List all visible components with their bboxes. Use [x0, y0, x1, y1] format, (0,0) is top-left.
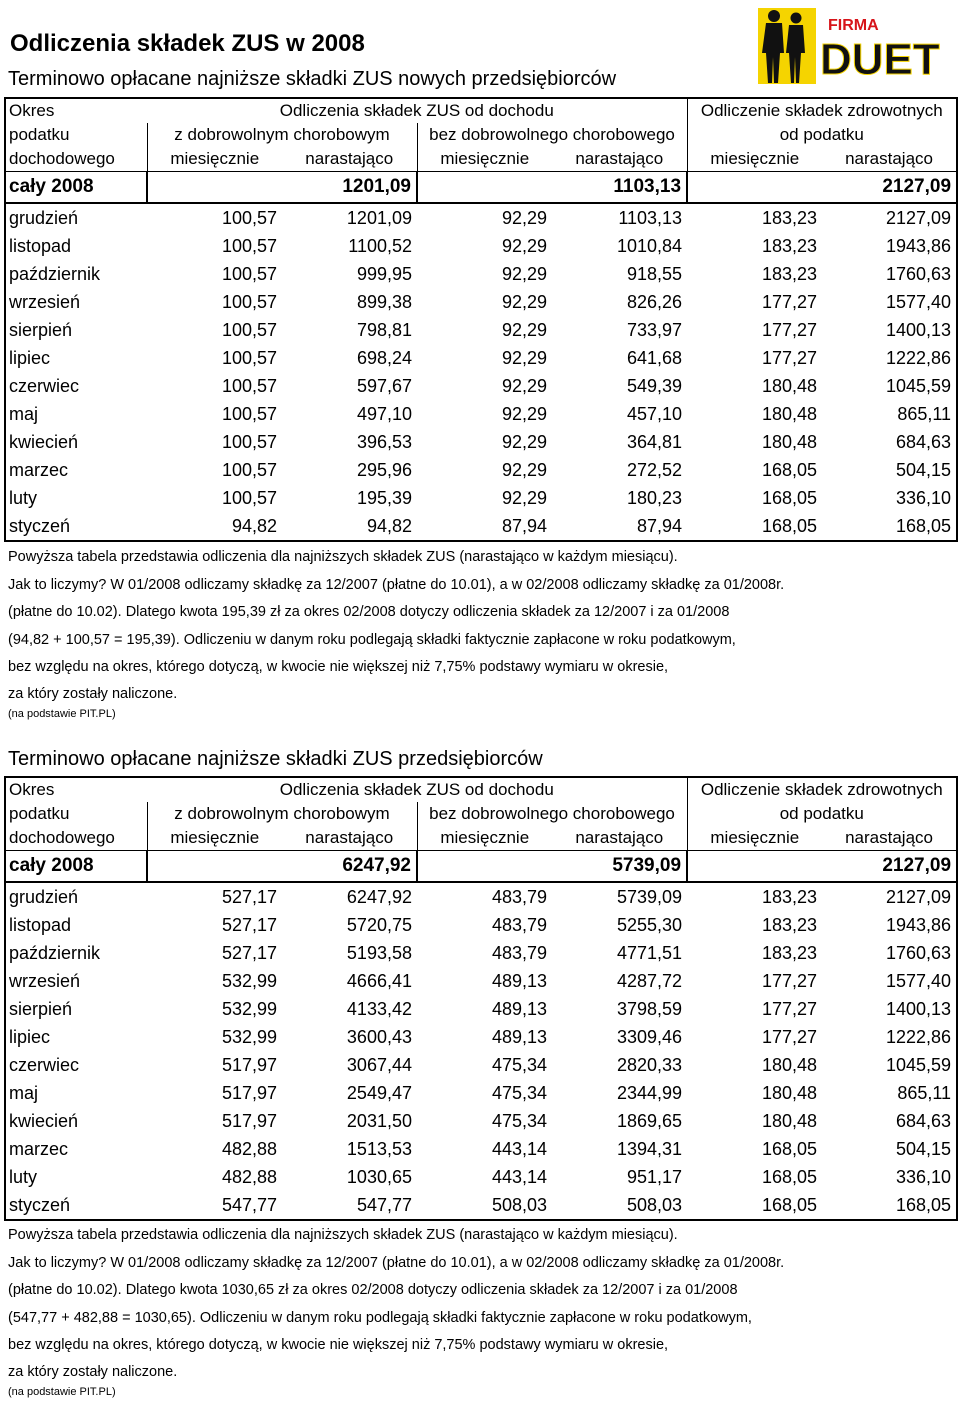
value-cell: 497,10: [356, 403, 412, 424]
table-row: [5, 1051, 957, 1079]
value-cell: 183,23: [761, 942, 818, 963]
value-cell: 1577,40: [885, 970, 952, 991]
value-cell: 2549,47: [346, 1082, 412, 1103]
value-cell: 92,29: [501, 347, 547, 368]
value-cell: 1760,63: [885, 263, 952, 284]
header-monthly: miesięcznie: [417, 147, 552, 172]
value-cell: 527,17: [221, 914, 277, 935]
month-cell: wrzesień: [9, 291, 81, 312]
header-monthly: miesięcznie: [417, 826, 552, 851]
value-cell: 508,03: [491, 1194, 547, 1215]
month-cell: styczeń: [9, 1194, 71, 1215]
note-line: (94,82 + 100,57 = 195,39). Odliczeniu w danym roku podlegają składki faktycznie zapłacone w roku podatkowym,: [8, 631, 736, 648]
value-cell: 1943,86: [885, 914, 952, 935]
page-title: Odliczenia składek ZUS w 2008: [10, 30, 365, 57]
value-cell: 597,67: [356, 375, 412, 396]
month-cell: lipiec: [9, 347, 51, 368]
month-cell: październik: [9, 942, 101, 963]
value-cell: 443,14: [491, 1166, 547, 1187]
note-line: za który zostały naliczone.: [8, 685, 178, 702]
value-cell: 517,97: [221, 1054, 277, 1075]
header-from-tax: od podatku: [687, 123, 957, 147]
header-group-health: Odliczenie składek zdrowotnych: [687, 98, 957, 123]
value-cell: 517,97: [221, 1110, 277, 1131]
value-cell: 183,23: [761, 235, 818, 256]
value-cell: 168,05: [761, 515, 818, 536]
value-cell: 168,05: [761, 1194, 818, 1215]
value-cell: 547,77: [356, 1194, 412, 1215]
month-cell: kwiecień: [9, 431, 79, 452]
value-cell: 1222,86: [885, 347, 952, 368]
value-cell: 1869,65: [616, 1110, 683, 1131]
value-cell: 3309,46: [616, 1026, 683, 1047]
note-line: bez względu na okres, którego dotyczą, w kwocie nie większej niż 7,75% podstawy wymiaru w okresie,: [8, 659, 669, 675]
month-cell: sierpień: [9, 319, 73, 340]
value-cell: 504,15: [895, 1138, 952, 1159]
value-cell: 489,13: [491, 1026, 547, 1047]
value-cell: 180,48: [761, 403, 818, 424]
value-cell: 100,57: [221, 431, 277, 452]
note-line: (547,77 + 482,88 = 1030,65). Odliczeniu w danym roku podlegają składki faktycznie zapłacone w roku podatkowym,: [8, 1309, 752, 1326]
value-cell: 87,94: [637, 515, 683, 536]
value-cell: 1100,52: [348, 235, 412, 256]
table-row: [5, 232, 957, 260]
value-cell: 951,17: [626, 1166, 683, 1187]
table-row: [5, 882, 957, 911]
value-cell: 180,48: [761, 1054, 818, 1075]
value-cell: 92,29: [501, 291, 547, 312]
header-group-zus: Odliczenia składek ZUS od dochodu: [279, 101, 554, 120]
table-row: [5, 1135, 957, 1163]
value-cell: 5720,75: [346, 914, 412, 935]
table-row: [5, 484, 957, 512]
value-cell: 483,79: [491, 886, 547, 907]
value-cell: 100,57: [221, 291, 277, 312]
value-cell: 180,48: [761, 431, 818, 452]
value-cell: 1045,59: [885, 375, 952, 396]
value-cell: 92,29: [501, 459, 547, 480]
value-cell: 180,48: [761, 1082, 818, 1103]
table-row: [5, 260, 957, 288]
value-cell: 195,39: [356, 487, 412, 508]
value-cell: 2031,50: [346, 1110, 412, 1131]
month-cell: marzec: [9, 459, 69, 480]
note-line: Jak to liczymy? W 01/2008 odliczamy składkę za 12/2007 (płatne do 10.01), a w 02/2008 odliczamy składkę za 01/2008r.: [8, 576, 785, 593]
note-line: (płatne do 10.02). Dlatego kwota 1030,65 zł za okres 02/2008 dotyczy odliczenia składek za 12/2007 i za 01/2008: [8, 1282, 738, 1298]
header-cumulative: narastająco: [822, 826, 957, 851]
note-line: (płatne do 10.02). Dlatego kwota 195,39 zł za okres 02/2008 dotyczy odliczenia składek za 12/2007 i za 01/2008: [8, 604, 730, 620]
header-dochodowego: dochodowego: [5, 826, 147, 851]
table-row: [5, 995, 957, 1023]
header-okres: Okres: [9, 780, 55, 799]
table-row: [5, 939, 957, 967]
value-cell: 94,82: [231, 515, 277, 536]
note-line: bez względu na okres, którego dotyczą, w kwocie nie większej niż 7,75% podstawy wymiaru w okresie,: [8, 1337, 669, 1353]
value-cell: 168,05: [761, 1138, 818, 1159]
table-row: [5, 1023, 957, 1051]
value-cell: 100,57: [221, 375, 277, 396]
value-cell: 1577,40: [885, 291, 952, 312]
value-cell: 183,23: [761, 914, 818, 935]
value-cell: 698,24: [356, 347, 412, 368]
header-group-zus: Odliczenia składek ZUS od dochodu: [279, 780, 554, 799]
value-cell: 5255,30: [616, 914, 683, 935]
header-cumulative: narastająco: [822, 147, 957, 172]
header-cumulative: narastająco: [282, 147, 417, 172]
value-cell: 1045,59: [885, 1054, 952, 1075]
value-cell: 180,48: [761, 1110, 818, 1131]
table-row: [5, 372, 957, 400]
table-row: [5, 1107, 957, 1135]
logo-small-text: FIRMA: [828, 17, 879, 34]
value-cell: 918,55: [626, 263, 683, 284]
total-without-sickness: 1103,13: [417, 172, 687, 204]
value-cell: 1030,65: [346, 1166, 412, 1187]
value-cell: 826,26: [626, 291, 683, 312]
table-row: [5, 512, 957, 541]
source-note: (na podstawie PIT.PL): [8, 1385, 116, 1398]
table-row: [5, 911, 957, 939]
header-with-sickness: z dobrowolnym chorobowym: [147, 802, 417, 826]
value-cell: 92,29: [501, 207, 547, 228]
value-cell: 532,99: [221, 1026, 277, 1047]
value-cell: 92,29: [501, 263, 547, 284]
header-without-sickness: bez dobrowolnego chorobowego: [417, 802, 687, 826]
value-cell: 457,10: [626, 403, 683, 424]
value-cell: 443,14: [491, 1138, 547, 1159]
header-cumulative: narastająco: [552, 826, 687, 851]
header-with-sickness: z dobrowolnym chorobowym: [147, 123, 417, 147]
value-cell: 180,48: [761, 375, 818, 396]
value-cell: 865,11: [897, 1082, 952, 1103]
value-cell: 177,27: [761, 970, 818, 991]
month-cell: wrzesień: [9, 970, 81, 991]
header-monthly: miesięcznie: [147, 147, 282, 172]
value-cell: 3067,44: [346, 1054, 412, 1075]
value-cell: 475,34: [491, 1054, 547, 1075]
value-cell: 168,05: [895, 1194, 952, 1215]
header-monthly: miesięcznie: [687, 826, 822, 851]
value-cell: 508,03: [626, 1194, 683, 1215]
value-cell: 1760,63: [885, 942, 952, 963]
value-cell: 100,57: [221, 319, 277, 340]
value-cell: 6247,92: [346, 886, 412, 907]
value-cell: 2127,09: [885, 207, 952, 228]
value-cell: 1513,53: [346, 1138, 412, 1159]
value-cell: 92,29: [501, 403, 547, 424]
value-cell: 177,27: [761, 291, 818, 312]
value-cell: 532,99: [221, 970, 277, 991]
value-cell: 177,27: [761, 347, 818, 368]
value-cell: 733,97: [626, 319, 683, 340]
month-cell: sierpień: [9, 998, 73, 1019]
section-heading: Terminowo opłacane najniższe składki ZUS nowych przedsiębiorców: [8, 68, 617, 90]
table-row: [5, 1163, 957, 1191]
header-podatku: podatku: [9, 125, 70, 144]
value-cell: 180,23: [626, 487, 683, 508]
value-cell: 999,95: [356, 263, 412, 284]
value-cell: 4133,42: [346, 998, 412, 1019]
value-cell: 5193,58: [346, 942, 412, 963]
header-group-health: Odliczenie składek zdrowotnych: [687, 777, 957, 802]
value-cell: 94,82: [366, 515, 412, 536]
value-cell: 549,39: [626, 375, 683, 396]
header-cumulative: narastająco: [282, 826, 417, 851]
month-cell: maj: [9, 403, 39, 424]
value-cell: 684,63: [895, 1110, 952, 1131]
value-cell: 92,29: [501, 375, 547, 396]
value-cell: 168,05: [761, 487, 818, 508]
value-cell: 1222,86: [885, 1026, 952, 1047]
month-cell: styczeń: [9, 515, 71, 536]
value-cell: 483,79: [491, 914, 547, 935]
value-cell: 483,79: [491, 942, 547, 963]
value-cell: 2820,33: [616, 1054, 683, 1075]
value-cell: 396,53: [356, 431, 412, 452]
value-cell: 1201,09: [346, 207, 412, 228]
firma-duet-logo: [748, 6, 948, 86]
logo-big-text: DUET: [820, 35, 940, 84]
explanation-notes: [8, 544, 784, 722]
value-cell: 2344,99: [616, 1082, 683, 1103]
value-cell: 3600,43: [346, 1026, 412, 1047]
month-cell: czerwiec: [9, 1054, 80, 1075]
value-cell: 92,29: [501, 487, 547, 508]
header-monthly: miesięcznie: [147, 826, 282, 851]
table-row: [5, 428, 957, 456]
month-cell: grudzień: [9, 886, 79, 907]
month-cell: kwiecień: [9, 1110, 79, 1131]
value-cell: 100,57: [221, 235, 277, 256]
explanation-notes: [8, 1222, 784, 1400]
table-row: [5, 1079, 957, 1107]
value-cell: 482,88: [221, 1166, 277, 1187]
value-cell: 100,57: [221, 207, 277, 228]
value-cell: 1943,86: [885, 235, 952, 256]
value-cell: 532,99: [221, 998, 277, 1019]
month-cell: czerwiec: [9, 375, 80, 396]
note-line: Jak to liczymy? W 01/2008 odliczamy składkę za 12/2007 (płatne do 10.01), a w 02/2008 odliczamy składkę za 01/2008r.: [8, 1254, 785, 1271]
header-okres: Okres: [9, 101, 55, 120]
value-cell: 504,15: [895, 459, 952, 480]
value-cell: 364,81: [626, 431, 683, 452]
value-cell: 684,63: [895, 431, 952, 452]
value-cell: 336,10: [895, 1166, 952, 1187]
value-cell: 168,05: [895, 515, 952, 536]
value-cell: 1010,84: [616, 235, 683, 256]
value-cell: 798,81: [356, 319, 412, 340]
month-cell: lipiec: [9, 1026, 51, 1047]
total-with-sickness: 6247,92: [147, 851, 417, 883]
header-podatku: podatku: [9, 804, 70, 823]
value-cell: 641,68: [626, 347, 683, 368]
value-cell: 4771,51: [616, 942, 683, 963]
header-from-tax: od podatku: [687, 802, 957, 826]
month-cell: luty: [9, 1166, 38, 1187]
value-cell: 272,52: [626, 459, 683, 480]
value-cell: 177,27: [761, 998, 818, 1019]
value-cell: 475,34: [491, 1082, 547, 1103]
table-row: [5, 203, 957, 232]
value-cell: 1394,31: [616, 1138, 683, 1159]
value-cell: 527,17: [221, 886, 277, 907]
month-cell: grudzień: [9, 207, 79, 228]
value-cell: 1400,13: [885, 319, 952, 340]
table-row: [5, 316, 957, 344]
value-cell: 92,29: [501, 235, 547, 256]
value-cell: 1400,13: [885, 998, 952, 1019]
header-dochodowego: dochodowego: [5, 147, 147, 172]
table-row: [5, 344, 957, 372]
section-heading: Terminowo opłacane najniższe składki ZUS przedsiębiorców: [8, 748, 543, 770]
note-line: za który zostały naliczone.: [8, 1363, 178, 1380]
total-health: 2127,09: [687, 172, 957, 204]
month-cell: październik: [9, 263, 101, 284]
value-cell: 100,57: [221, 347, 277, 368]
value-cell: 87,94: [501, 515, 547, 536]
value-cell: 489,13: [491, 998, 547, 1019]
total-label: cały 2008: [5, 851, 147, 883]
value-cell: 489,13: [491, 970, 547, 991]
value-cell: 482,88: [221, 1138, 277, 1159]
value-cell: 475,34: [491, 1110, 547, 1131]
note-line: Powyższa tabela przedstawia odliczenia dla najniższych składek ZUS (narastająco w każdym miesiącu).: [8, 549, 678, 565]
value-cell: 527,17: [221, 942, 277, 963]
value-cell: 92,29: [501, 319, 547, 340]
value-cell: 183,23: [761, 263, 818, 284]
total-label: cały 2008: [5, 172, 147, 204]
value-cell: 4287,72: [616, 970, 683, 991]
total-health: 2127,09: [687, 851, 957, 883]
month-cell: maj: [9, 1082, 39, 1103]
header-without-sickness: bez dobrowolnego chorobowego: [417, 123, 687, 147]
value-cell: 183,23: [761, 207, 818, 228]
value-cell: 865,11: [897, 403, 952, 424]
month-cell: marzec: [9, 1138, 69, 1159]
value-cell: 5739,09: [616, 886, 683, 907]
value-cell: 336,10: [895, 487, 952, 508]
value-cell: 4666,41: [346, 970, 412, 991]
value-cell: 100,57: [221, 403, 277, 424]
value-cell: 295,96: [356, 459, 412, 480]
month-cell: listopad: [9, 914, 72, 935]
table-row: [5, 967, 957, 995]
value-cell: 177,27: [761, 1026, 818, 1047]
value-cell: 168,05: [761, 1166, 818, 1187]
source-note: (na podstawie PIT.PL): [8, 707, 116, 720]
header-cumulative: narastająco: [552, 147, 687, 172]
total-without-sickness: 5739,09: [417, 851, 687, 883]
value-cell: 183,23: [761, 886, 818, 907]
value-cell: 1103,13: [618, 207, 683, 228]
note-line: Powyższa tabela przedstawia odliczenia dla najniższych składek ZUS (narastająco w każdym miesiącu).: [8, 1227, 678, 1243]
month-cell: listopad: [9, 235, 72, 256]
header-monthly: miesięcznie: [687, 147, 822, 172]
table-row: [5, 1191, 957, 1220]
table-row: [5, 456, 957, 484]
table-row: [5, 288, 957, 316]
value-cell: 2127,09: [885, 886, 952, 907]
value-cell: 100,57: [221, 263, 277, 284]
value-cell: 168,05: [761, 459, 818, 480]
value-cell: 100,57: [221, 459, 277, 480]
month-cell: luty: [9, 487, 38, 508]
deductions-table: [4, 97, 958, 542]
value-cell: 517,97: [221, 1082, 277, 1103]
value-cell: 899,38: [356, 291, 412, 312]
value-cell: 3798,59: [616, 998, 683, 1019]
value-cell: 547,77: [221, 1194, 277, 1215]
deductions-table: [4, 776, 958, 1221]
value-cell: 92,29: [501, 431, 547, 452]
total-with-sickness: 1201,09: [147, 172, 417, 204]
value-cell: 100,57: [221, 487, 277, 508]
value-cell: 177,27: [761, 319, 818, 340]
table-row: [5, 400, 957, 428]
